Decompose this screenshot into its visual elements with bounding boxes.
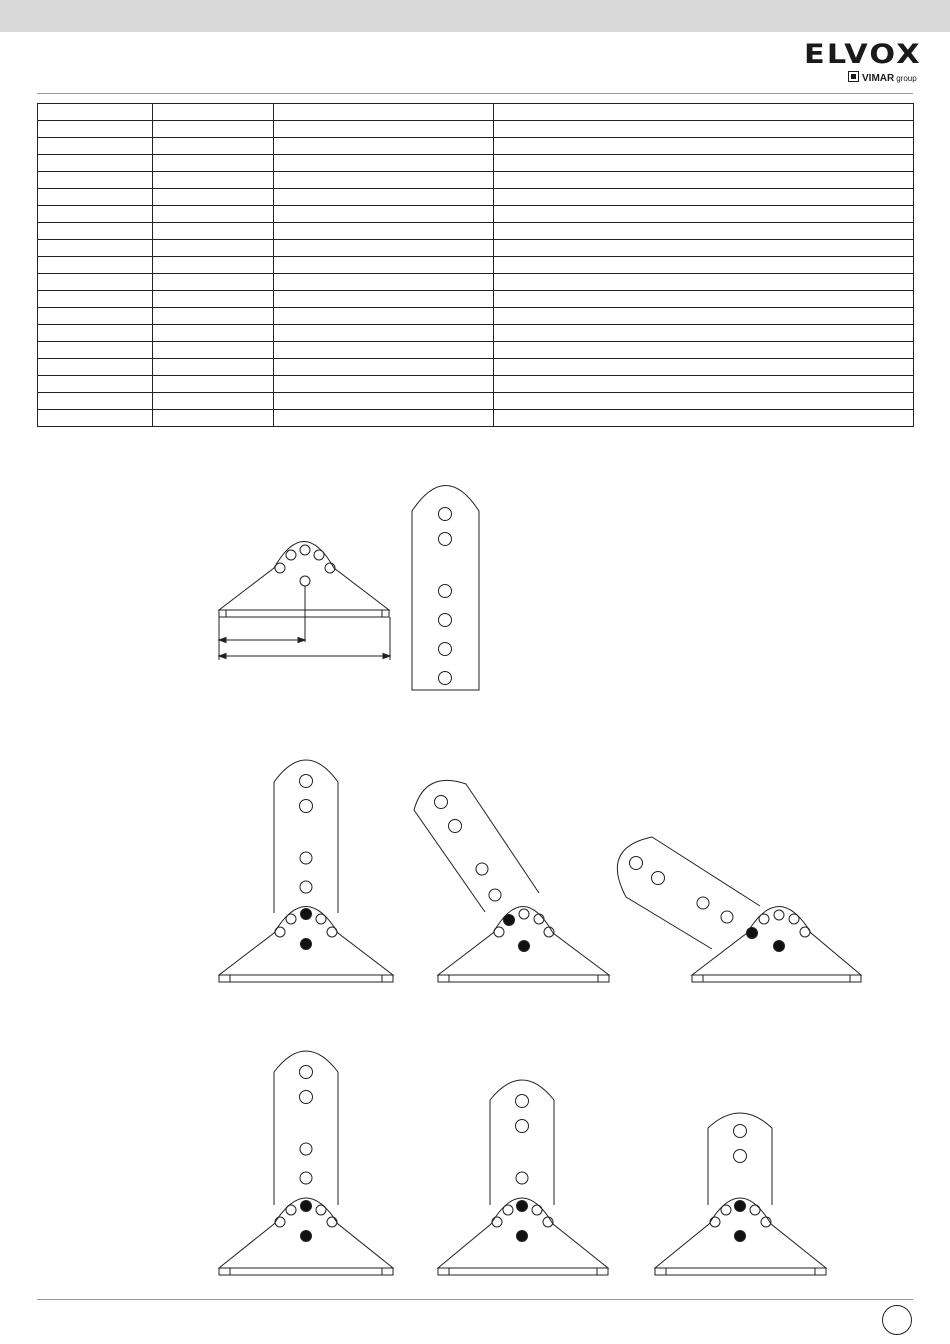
base-hole xyxy=(275,563,285,573)
arm-drawing xyxy=(412,486,479,691)
config-tilted-60 xyxy=(617,837,861,982)
config-vertical xyxy=(219,760,393,982)
config-tilted-30 xyxy=(414,780,609,982)
sub-brand-name: VIMAR xyxy=(862,73,895,84)
config-medium-length xyxy=(438,1080,608,1275)
brand-name: ELVOX xyxy=(804,39,922,70)
base-hole xyxy=(286,550,296,560)
config-full-length xyxy=(219,1051,393,1275)
page-number-badge xyxy=(882,1305,912,1335)
base-hole xyxy=(300,545,310,555)
base-plate-foot xyxy=(219,610,389,617)
sub-brand-suffix: group xyxy=(896,74,917,83)
base-hole xyxy=(314,550,324,560)
footer-divider xyxy=(37,1299,913,1300)
arm-outline xyxy=(412,486,479,691)
base-hole xyxy=(300,576,310,586)
config-short-length xyxy=(655,1113,826,1275)
base-plate-drawing xyxy=(219,542,390,661)
